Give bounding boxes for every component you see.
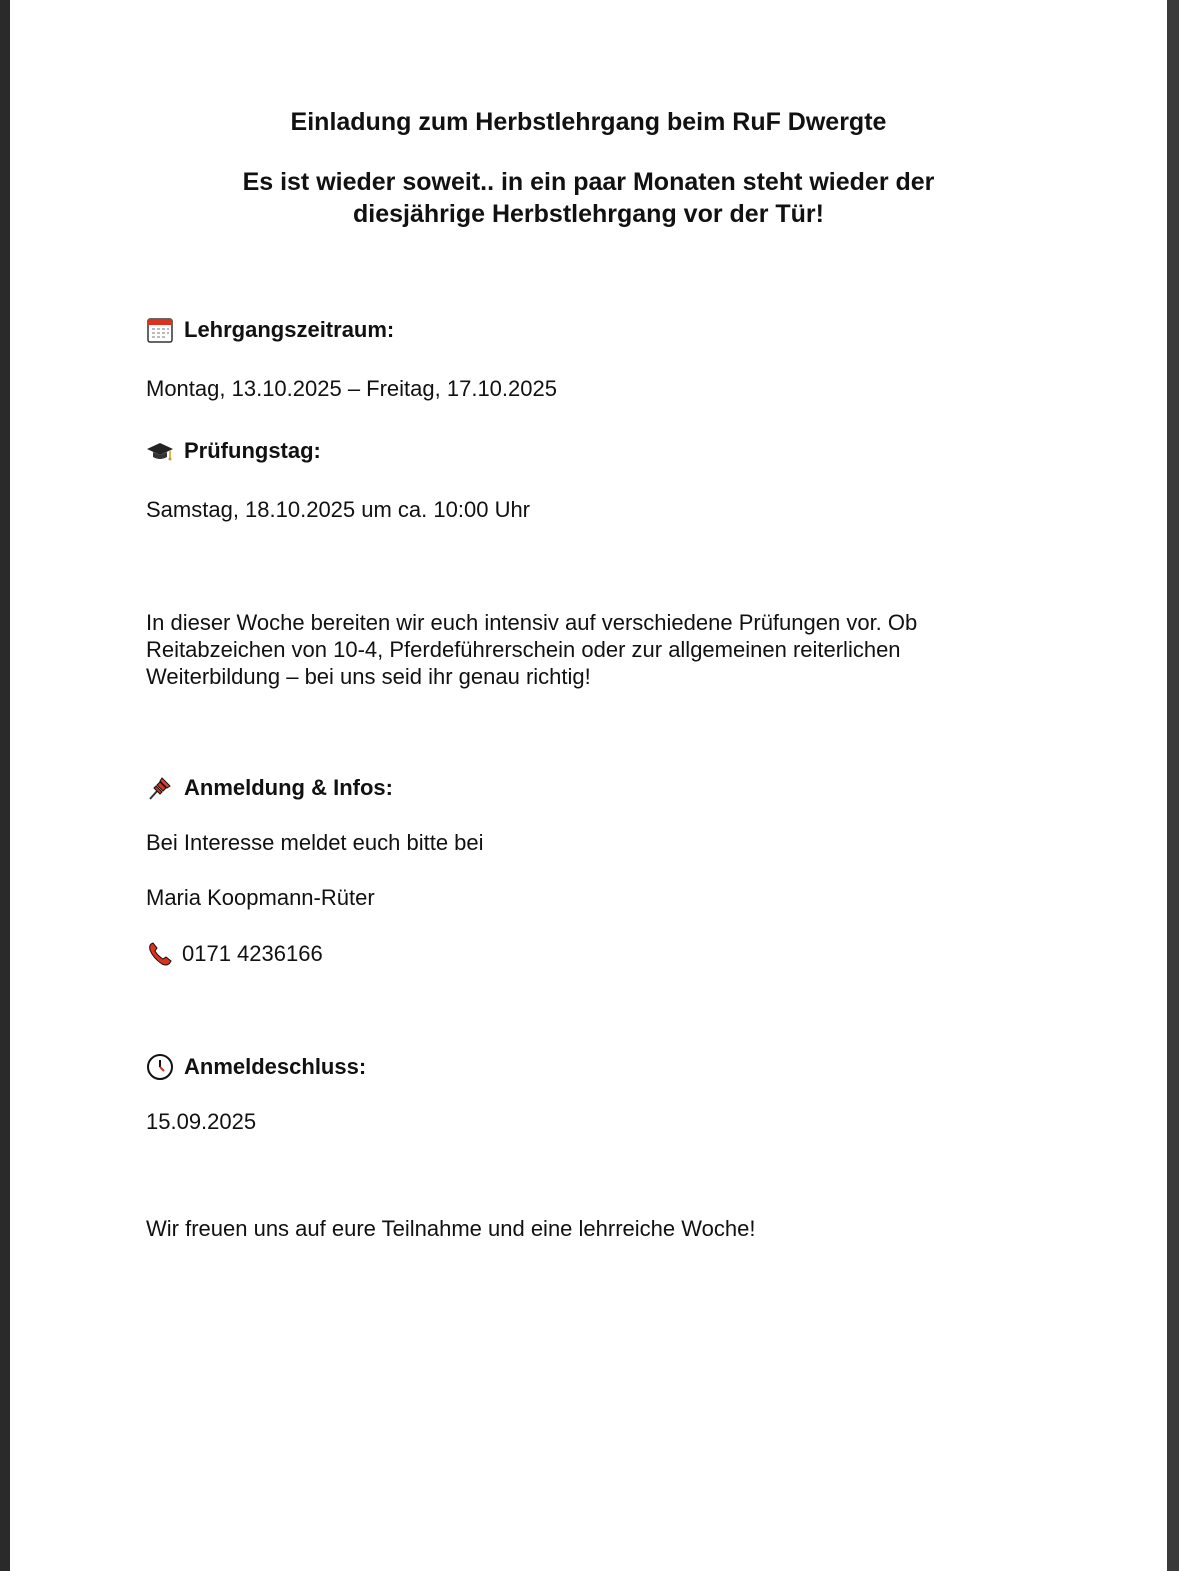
clock-icon [146, 1053, 174, 1081]
section-heading-schluss [146, 1053, 366, 1081]
subtitle-line: diesjährige Herbstlehrgang vor der Tür! [353, 200, 824, 228]
document-subtitle [0, 166, 1177, 230]
heading-label: Prüfungstag: [184, 438, 321, 463]
description-line: Reitabzeichen von 10-4, Pferdeführerschein oder zur allgemeinen reiterlichen [146, 637, 901, 662]
section-heading-anmeldung [146, 774, 393, 802]
zeitraum-value: Montag, 13.10.2025 – Freitag, 17.10.2025 [146, 376, 557, 401]
closing-text: Wir freuen uns auf eure Teilnahme und eine lehrreiche Woche! [146, 1216, 756, 1241]
telephone-icon [146, 940, 174, 968]
graduation-cap-icon [146, 437, 174, 465]
anmeldung-intro: Bei Interesse meldet euch bitte bei [146, 830, 484, 855]
pruefung-value: Samstag, 18.10.2025 um ca. 10:00 Uhr [146, 497, 531, 522]
heading-label: Anmeldung & Infos: [184, 775, 393, 800]
document-title: Einladung zum Herbstlehrgang beim RuF Dwergte [290, 108, 887, 136]
contact-name: Maria Koopmann-Rüter [146, 885, 375, 910]
calendar-icon [146, 316, 174, 344]
section-heading-pruefung [146, 437, 321, 465]
pushpin-icon [146, 774, 174, 802]
heading-label: Anmeldeschluss: [184, 1054, 367, 1079]
section-heading-zeitraum [146, 316, 394, 344]
contact-phone-line [146, 940, 323, 968]
heading-label: Lehrgangszeitraum: [184, 317, 395, 342]
subtitle-line: Es ist wieder soweit.. in ein paar Monaten steht wieder der [242, 168, 935, 196]
page-edge [1167, 0, 1179, 1571]
description-paragraph [146, 609, 917, 690]
schluss-value: 15.09.2025 [146, 1109, 257, 1134]
description-line: Weiterbildung – bei uns seid ihr genau richtig! [146, 664, 591, 689]
description-line: In dieser Woche bereiten wir euch intensiv auf verschiedene Prüfungen vor. Ob [146, 610, 918, 635]
contact-phone: 0171 4236166 [182, 941, 323, 966]
